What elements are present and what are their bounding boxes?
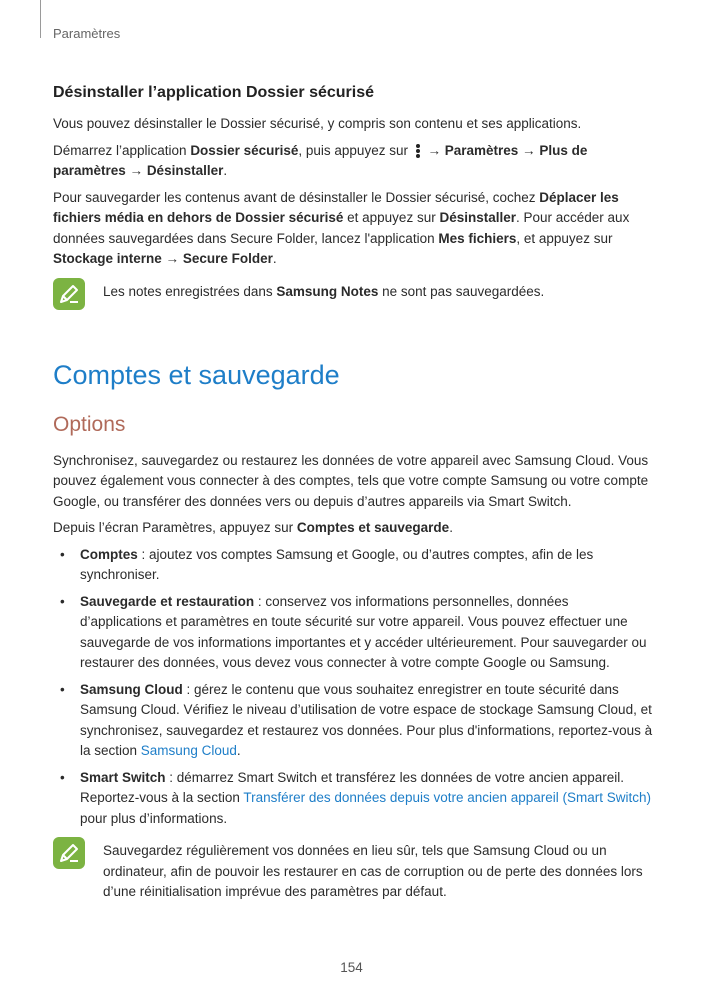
page-header-label: Paramètres: [53, 26, 121, 41]
header-rule: [40, 0, 41, 38]
uninstall-paragraph-3: Pour sauvegarder les contenus avant de désinstaller le Dossier sécurisé, cochez Déplacer les fichiers média en dehors de Dossier sécurisé et appuyez sur Désinstaller. Pour accéder aux données sauvegardées dans Secure Folder, lancez l'application Mes fichiers, et appuyez sur Stockage interne → Secure Folder.: [53, 189, 630, 266]
list-item-smart-switch: • Smart Switch : démarrez Smart Switch et transférez les données de votre ancien appareil. Reportez-vous à la section Transférer des données depuis votre ancien appareil (Smart Switch) pour plus d’informations.: [60, 769, 652, 826]
chapter-title: Comptes et sauvegarde: [53, 359, 340, 390]
link-smart-switch[interactable]: Transférer des données depuis votre ancien appareil (Smart Switch): [243, 790, 652, 805]
uninstall-paragraph-2: Démarrez l’application Dossier sécurisé, puis appuyez sur → Paramètres → Plus de paramètres → Désinstaller.: [53, 142, 588, 178]
list-item-comptes: • Comptes : ajoutez vos comptes Samsung et Google, ou d’autres comptes, afin de les synchroniser.: [60, 546, 594, 582]
options-paragraph-1: Synchronisez, sauvegardez ou restaurez les données de votre appareil avec Samsung Cloud. Vous pouvez également vous connecter à des comptes, tels que votre compte Samsung ou votre compte Google, ou transférer des données vers ou depuis d’autres appareils via Smart Switch.: [53, 452, 649, 509]
page-content: [53, 84, 653, 903]
note-samsung-notes: [53, 278, 653, 310]
options-list: [53, 545, 653, 830]
note-backup: [53, 837, 653, 903]
note-text: Sauvegardez régulièrement vos données en lieu sûr, tels que Samsung Cloud ou un ordinateur, afin de pouvoir les restaurer en cas de corruption ou de perte des données lors d’une réinitialisation imprévue des paramètres par défaut.: [103, 843, 643, 899]
list-item-sauvegarde: • Sauvegarde et restauration : conservez vos informations personnelles, données d’applications et paramètres en toute sécurité sur votre appareil. Vous pouvez effectuer une sauvegarde de vos informations importantes et y accéder ultérieurement. Pour sauvegarder ou restaurer des données, vous devez vous connecter à votre compte Google ou Samsung.: [60, 593, 647, 670]
note-text: Les notes enregistrées dans Samsung Notes ne sont pas sauvegardées.: [103, 283, 545, 299]
note-pencil-icon: [53, 837, 85, 869]
options-paragraph-2: Depuis l’écran Paramètres, appuyez sur Comptes et sauvegarde.: [53, 520, 453, 535]
note-pencil-icon: [53, 278, 85, 310]
uninstall-paragraph-1: Vous pouvez désinstaller le Dossier sécurisé, y compris son contenu et ses applications.: [53, 116, 582, 131]
link-samsung-cloud[interactable]: Samsung Cloud: [140, 743, 237, 758]
list-item-samsung-cloud: • Samsung Cloud : gérez le contenu que vous souhaitez enregistrer en toute sécurité dans Samsung Cloud. Vérifiez le niveau d’utilisation de votre espace de stockage Samsung Cloud, et synchronisez, sauvegardez et restaurez vos données. Pour plus d'informations, reportez-vous à la section Samsung Cloud.: [60, 681, 653, 758]
page-number: 154: [340, 960, 363, 975]
section-title-options: Options: [53, 412, 126, 436]
section-title-uninstall: Désinstaller l’application Dossier sécurisé: [53, 84, 375, 101]
more-options-icon: [415, 143, 421, 159]
